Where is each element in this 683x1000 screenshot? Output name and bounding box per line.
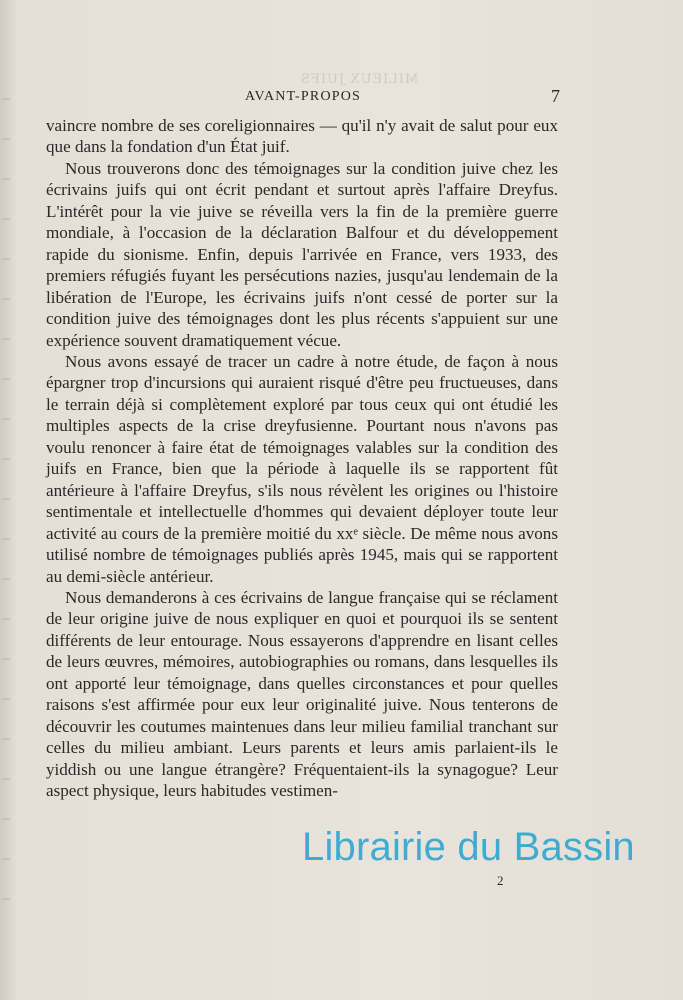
signature-mark: 2	[497, 873, 504, 888]
paragraph: vaincre nombre de ses coreligionnaires — qu'il n'y avait de salut pour eux que dans la fondation d'un État juif.	[46, 116, 558, 157]
page-header	[46, 86, 560, 108]
running-head: AVANT-PROPOS	[244, 89, 362, 104]
paragraph: Nous trouverons donc des témoignages sur la condition juive chez les écrivains juifs qui ont écrit pendant et surtout après l'affaire Dreyfus. L'intérêt pour la vie juive se réveilla vers la fin de la première guerre mondiale, à l'occasion de la déclaration Balfour et du développement rapide du sionisme. Enfin, depuis l'arrivée en France, vers 1933, des premiers réfugiés fuyant les persécutions nazies, jusqu'au lendemain de la libération de l'Europe, les écrivains juifs n'ont cessé de porter sur la condition juive des témoignages dont les plus récents s'appuient sur une expérience souvent dramatiquement vécue.	[46, 158, 558, 350]
bleed-through-text: MILIEUX JUIFS	[300, 72, 419, 87]
paragraph: Nous demanderons à ces écrivains de langue française qui se réclament de leur origine juive de nous expliquer en quoi et pourquoi ils se sentent différents de leur entourage. Nous essayerons d'apprendre en lisant celles de leurs œuvres, mémoires, autobiographies ou romans, dans lesquelles ils ont apporté leur témoignage, dans quelles circonstances et pour quelles raisons s'est affirmée pour eux leur originalité juive. Nous tenterons de découvrir les coutumes maintenues dans leur milieu familial tranchant sur celles du milieu ambiant. Leurs parents et leurs amis parlaient-ils le yiddish ou une langue étrangère? Fréquentaient-ils la synagogue? Leur aspect physique, leurs habitudes vestimen-	[46, 587, 558, 801]
body-text	[46, 115, 558, 802]
watermark-logo: Librairie du Bassin	[302, 825, 635, 869]
binding-shadow	[2, 60, 10, 920]
page-number: 7	[551, 86, 560, 106]
paragraph: Nous avons essayé de tracer un cadre à notre étude, de façon à nous épargner trop d'incursions qui auraient risqué d'être peu fructueuses, dans le terrain déjà si complètement exploré par tous ceux qui ont étudié les multiples aspects de la crise dreyfusienne. Pourtant nous n'avons pas voulu renoncer à faire état de témoignages valables sur la condition des juifs en France, bien que la période à laquelle ils se rapportent fût antérieure à l'affaire Dreyfus, s'ils nous révèlent les origines ou l'histoire sentimentale et intellectuelle d'hommes qui devaient déployer toute leur activité au cours de la première moitié du xxᵉ siècle. De même nous avons utilisé nombre de témoignages publiés après 1945, mais qui se rapportent au demi-siècle antérieur.	[46, 351, 558, 586]
